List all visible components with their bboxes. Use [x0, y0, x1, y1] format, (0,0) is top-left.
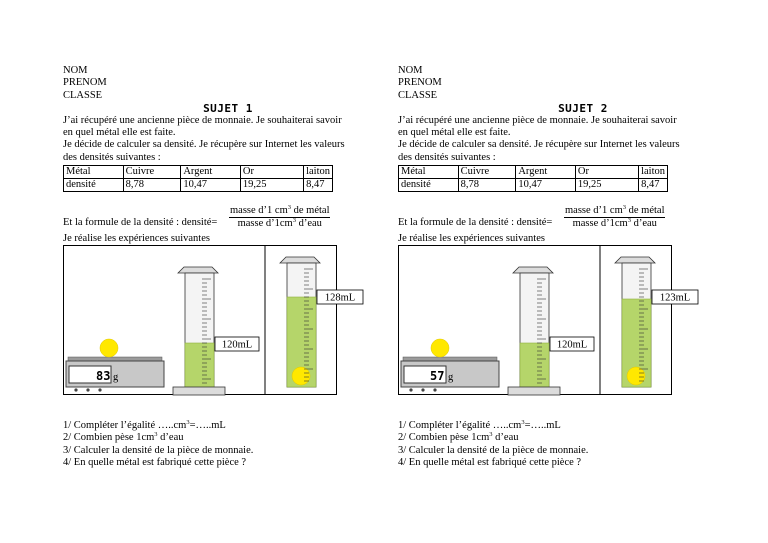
questions — [398, 420, 588, 469]
nom-label: NOM — [398, 65, 423, 76]
experiment-illustration — [398, 245, 691, 395]
graduated-cylinder-icon — [508, 267, 560, 395]
question-2: 2/ Combien pèse $1cm^3$ d’eau — [63, 431, 184, 444]
sujet-1-column — [63, 65, 356, 468]
intro-line-1: J’ai récupéré une ancienne pièce de monnaie. Je souhaiterai savoir — [398, 114, 677, 126]
table-cell: 8,47 — [304, 179, 333, 192]
classe-label: CLASSE — [398, 89, 438, 101]
question-1: 1/ Compléter l’égalité $\dots..cm^3=\dots..mL$ — [63, 419, 226, 431]
table-cell: Cuivre — [458, 166, 516, 179]
intro-line-3: Je décide de calculer sa densité. Je récupère sur Internet les valeurs — [398, 139, 680, 151]
question-3: 3/ Calculer la densité de la pièce de monnaie. — [63, 444, 254, 456]
nom-label: NOM — [63, 65, 88, 76]
table-cell: 19,25 — [575, 179, 638, 192]
table-cell: densité — [64, 179, 124, 192]
table-row — [64, 179, 333, 192]
density-table — [63, 165, 333, 192]
formula-label: Et la formule de la densité : densité= — [398, 217, 553, 229]
scale-unit: g — [448, 372, 454, 383]
scale-unit: g — [113, 372, 119, 383]
prenom-label: PRENOM — [63, 77, 107, 89]
table-cell: 10,47 — [516, 179, 576, 192]
scale-reading: 57 — [430, 369, 445, 383]
question-4: 4/ En quelle métal est fabriqué cette pièce ? — [63, 456, 247, 468]
table-row — [399, 166, 668, 179]
sujet-title: SUJET 1 — [203, 101, 253, 115]
cylinder-2-volume: 128mL — [324, 292, 356, 304]
graduated-cylinder-with-coin-icon — [280, 257, 320, 387]
prenom-label: PRENOM — [398, 77, 442, 89]
experiences-label: Je réalise les expériences suivantes — [398, 233, 545, 244]
question-3: 3/ Calculer la densité de la pièce de monnaie. — [398, 444, 589, 456]
table-cell: Cuivre — [123, 166, 181, 179]
table-cell: Métal — [399, 166, 459, 179]
table-cell: 8,78 — [458, 179, 516, 192]
cylinder-1-volume: 120mL — [556, 339, 588, 351]
table-row — [399, 179, 668, 192]
table-cell: Métal — [64, 166, 124, 179]
cylinder-1-volume: 120mL — [221, 339, 253, 351]
intro-line-1: J’ai récupéré une ancienne pièce de monnaie. Je souhaiterai savoir — [63, 114, 342, 126]
experiment-illustration — [63, 245, 356, 395]
intro-line-2: en quel métal elle est faite. — [398, 127, 511, 139]
cylinder-2-volume: 123mL — [659, 292, 691, 304]
table-row — [64, 166, 333, 179]
experiences-label: Je réalise les expériences suivantes — [63, 233, 210, 244]
table-cell: laiton — [304, 166, 333, 179]
table-cell: Argent — [181, 166, 241, 179]
formula-label: Et la formule de la densité : densité= — [63, 217, 218, 229]
questions — [63, 420, 253, 469]
intro-line-4: des densités suivantes : — [63, 151, 161, 163]
formula-denominator: masse $d’1cm^3$ d’eau — [572, 217, 657, 230]
intro-line-4: des densités suivantes : — [398, 151, 496, 163]
scale-reading: 83 — [96, 369, 111, 383]
graduated-cylinder-icon — [173, 267, 225, 395]
graduated-cylinder-with-coin-icon — [615, 257, 655, 387]
question-1: 1/ Compléter l’égalité $\dots..cm^3=\dots..mL$ — [398, 419, 561, 431]
question-2: 2/ Combien pèse $1cm^3$ d’eau — [398, 431, 519, 444]
coin-icon — [100, 339, 118, 357]
table-cell: 19,25 — [240, 179, 303, 192]
table-cell: densité — [399, 179, 459, 192]
coin-icon — [431, 339, 449, 357]
density-table — [398, 165, 668, 192]
sujet-2-column — [398, 65, 691, 468]
formula-fraction — [229, 205, 330, 230]
table-cell: 8,78 — [123, 179, 181, 192]
formula-denominator: masse $d’1cm^3$ d’eau — [237, 217, 322, 230]
table-cell: Or — [575, 166, 638, 179]
formula-numerator: masse d’1 $cm^3$ de métal — [230, 204, 330, 217]
formula-fraction — [564, 205, 665, 230]
table-cell: Argent — [516, 166, 576, 179]
table-cell: laiton — [639, 166, 668, 179]
question-4: 4/ En quelle métal est fabriqué cette pièce ? — [398, 456, 582, 468]
table-cell: 8,47 — [639, 179, 668, 192]
intro-line-3: Je décide de calculer sa densité. Je récupère sur Internet les valeurs — [63, 139, 345, 151]
sujet-title: SUJET 2 — [558, 101, 608, 115]
formula-numerator: masse d’1 $cm^3$ de métal — [565, 204, 665, 217]
table-cell: 10,47 — [181, 179, 241, 192]
classe-label: CLASSE — [63, 89, 103, 101]
intro-line-2: en quel métal elle est faite. — [63, 127, 176, 139]
table-cell: Or — [240, 166, 303, 179]
